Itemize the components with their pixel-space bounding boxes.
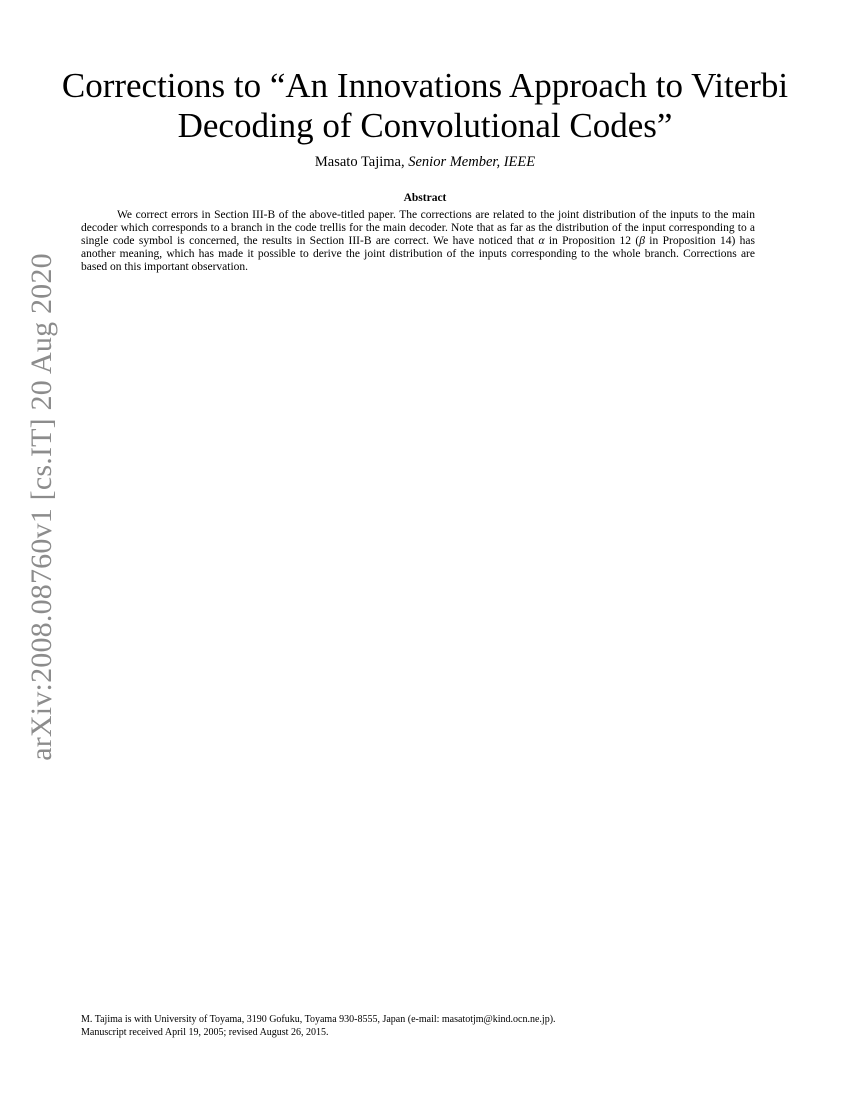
author-name: Masato Tajima, [314, 154, 405, 170]
abstract-alpha-symbol: α [538, 235, 545, 247]
abstract-heading: Abstract [403, 192, 447, 204]
author-line [0, 153, 850, 171]
abstract-body [81, 209, 755, 274]
abstract-text-part-2: in Proposition 12 ( [544, 235, 640, 247]
footnote [81, 1014, 755, 1039]
footnote-affiliation: M. Tajima is with University of Toyama, 3190 Gofuku, Toyama 930-8555, Japan (e-mail: masatotjm@kind.ocn.ne.jp). [81, 1014, 556, 1025]
abstract-text-part-3: in Proposition 14) has another meaning, which has made it possible to derive the joint distribution of the inputs corresponding to the whole branch. Corrections are based on this important observation. [81, 235, 756, 273]
paper-title-line-2: Decoding of Convolutional Codes” [177, 106, 673, 145]
footnote-manuscript-dates: Manuscript received April 19, 2005; revised August 26, 2015. [81, 1026, 329, 1038]
arxiv-stamp: arXiv:2008.08760v1 [cs.IT] 20 Aug 2020 [25, 253, 58, 761]
abstract-text-part-1: We correct errors in Section III-B of the above-titled paper. The corrections are related to the joint distribution of the inputs to the main decoder which corresponds to a branch in the code trellis for the main decoder. Note that as far as the distribution of the input corresponding to a single code symbol is concerned, the results in Section III-B are correct. We have noticed that [81, 209, 755, 247]
author-role: Senior Member, IEEE [408, 154, 536, 170]
abstract-beta-symbol: β [639, 235, 645, 247]
paper-title [40, 66, 810, 146]
paper-title-line-1: Corrections to “An Innovations Approach to Viterbi [61, 66, 789, 105]
